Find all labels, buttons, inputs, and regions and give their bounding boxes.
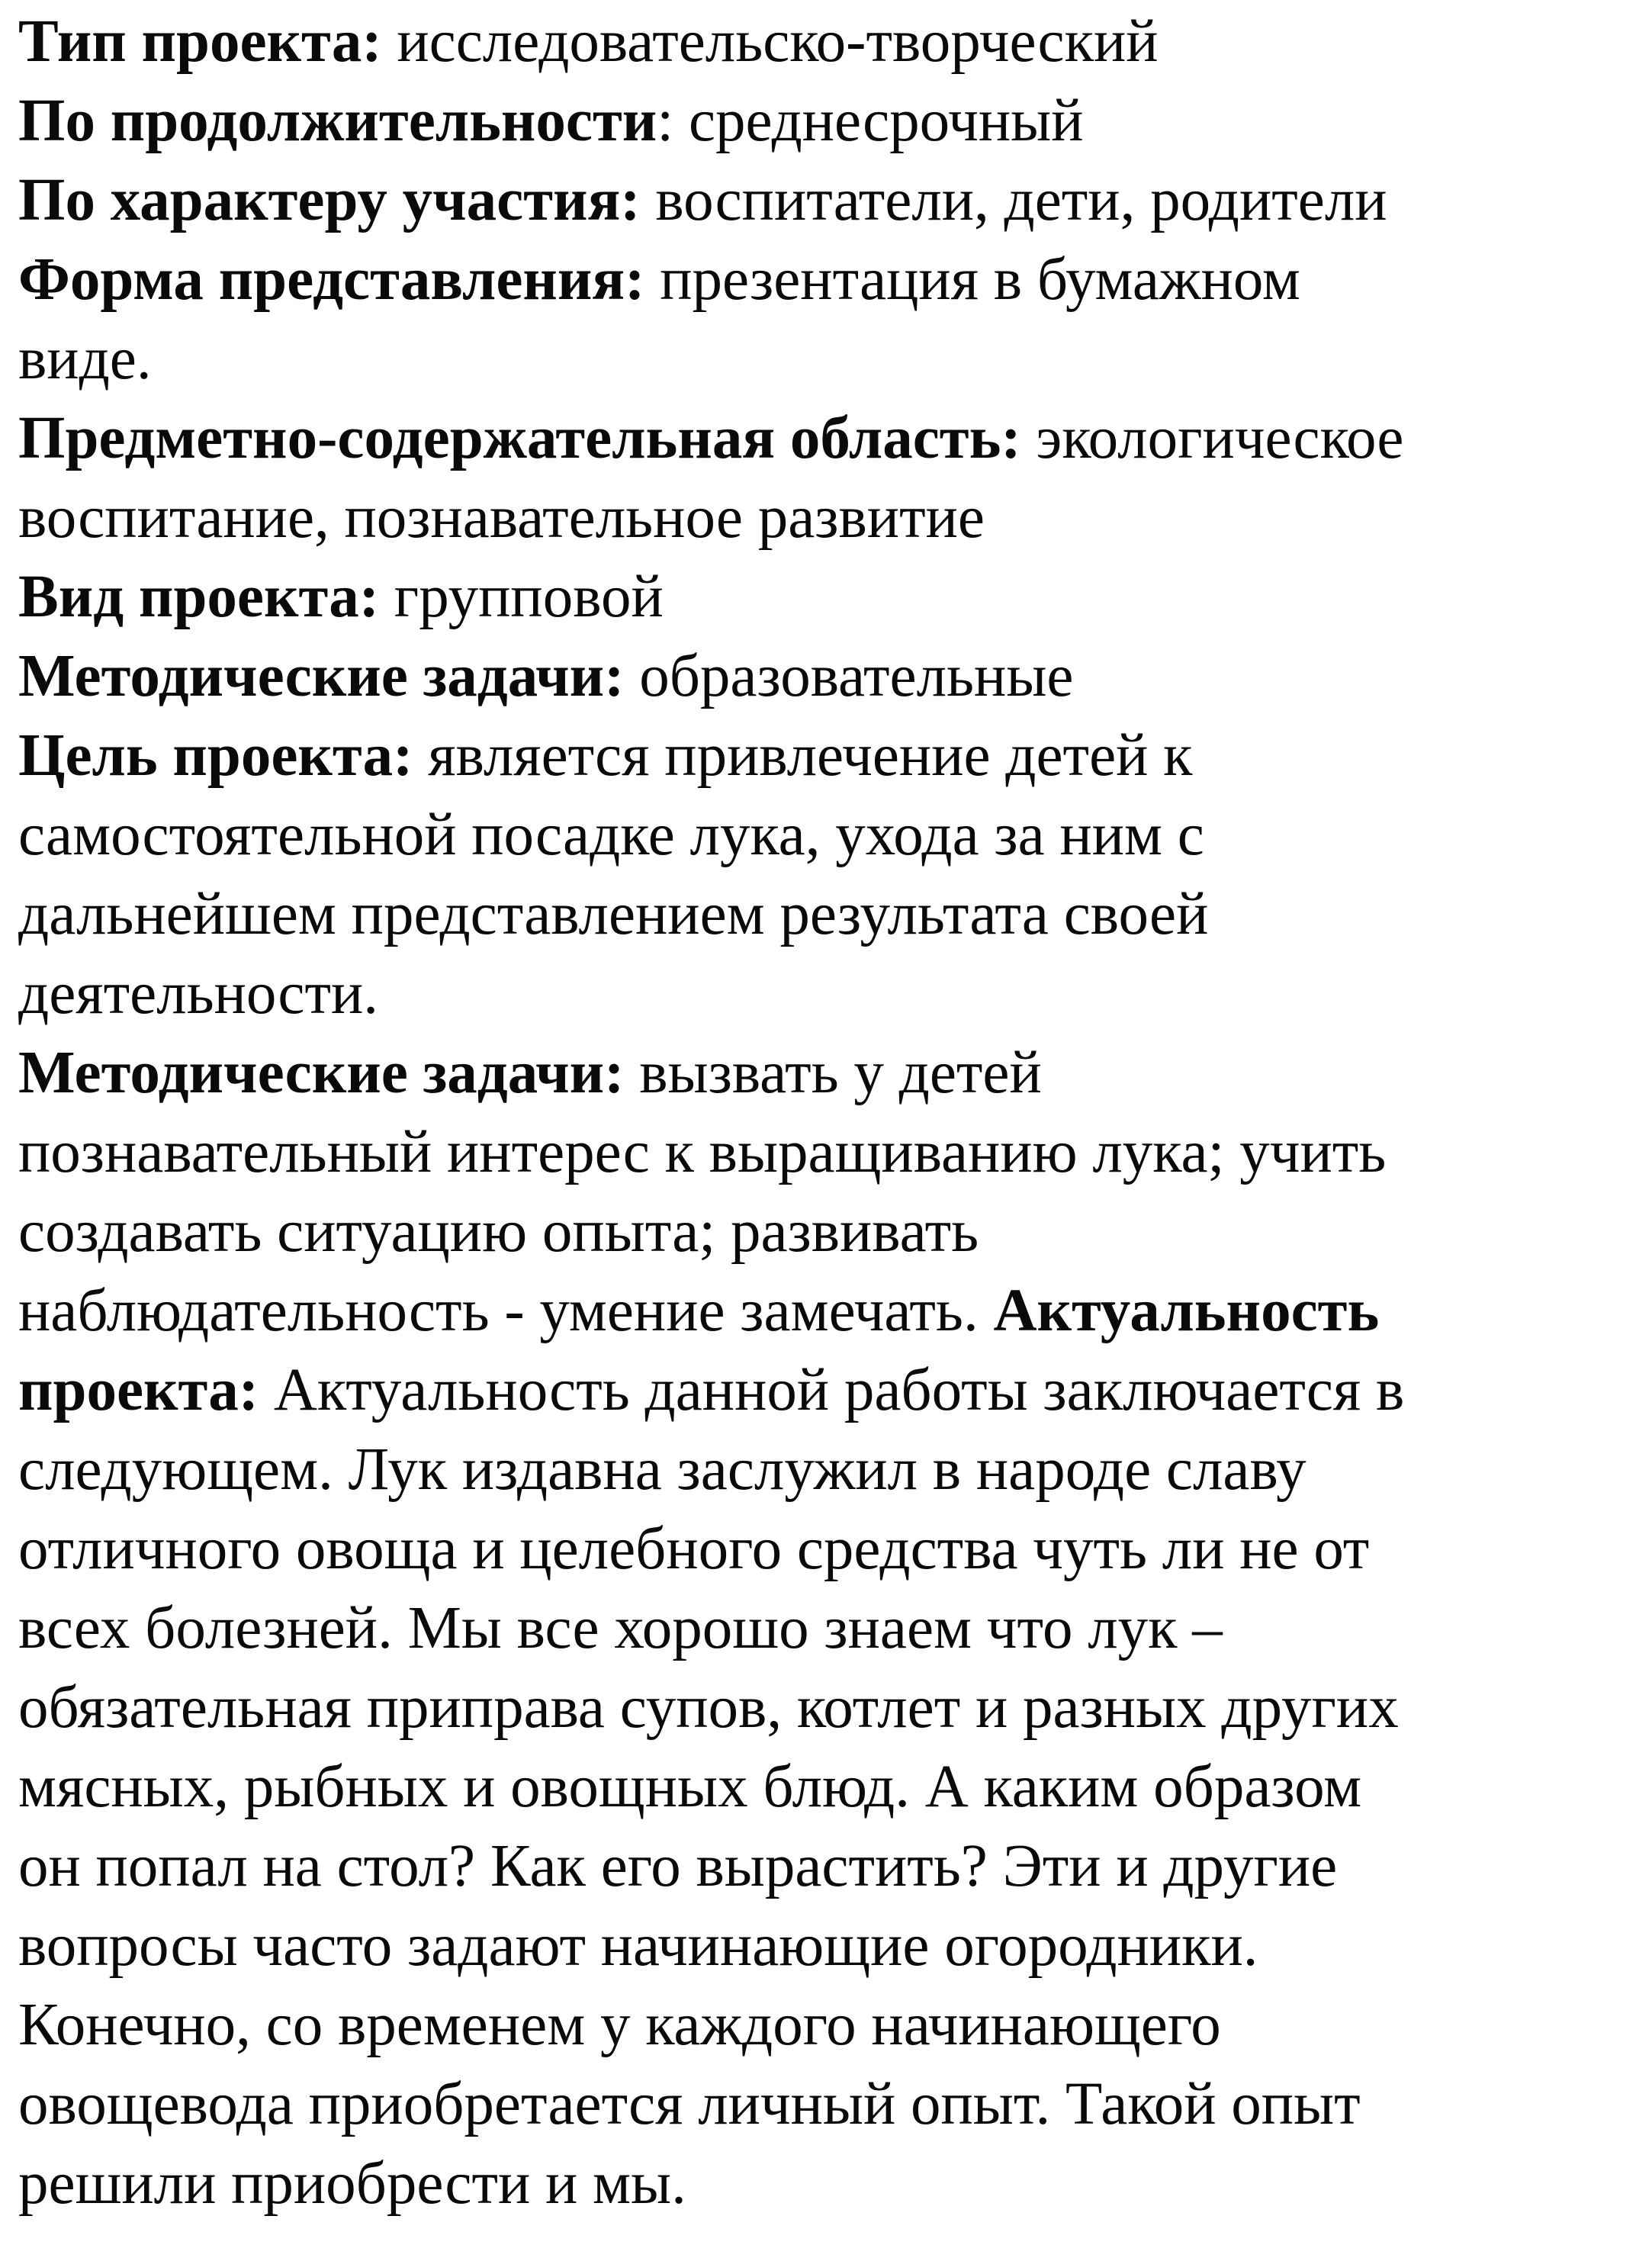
value-presentation-form: презентация в бумажном xyxy=(644,246,1300,313)
line-participation xyxy=(18,162,1387,240)
line-relevance-cont-2 xyxy=(18,1510,1369,1588)
text-line: отличного овоща и целебного средства чуть ли не от xyxy=(18,1516,1370,1582)
text-line: он попал на стол? Как его вырастить? Эти и другие xyxy=(18,1833,1338,1899)
text-line: мясных, рыбных и овощных блюд. А каким образом xyxy=(18,1754,1362,1820)
line-relevance-cont-9 xyxy=(18,2066,1361,2144)
text-line: решили приобрести и мы. xyxy=(18,2150,686,2217)
line-project-goal-cont-1 xyxy=(18,796,1204,874)
text-line: наблюдательность - умение замечать. xyxy=(18,1278,994,1344)
value-subject-area: экологическое xyxy=(1020,405,1404,471)
line-subject-area xyxy=(18,400,1403,478)
line-project-type xyxy=(18,3,1159,81)
label-project-goal: Цель проекта: xyxy=(18,722,413,789)
value-relevance: Актуальность данной работы заключается в xyxy=(259,1357,1405,1423)
line-relevance-cont-5 xyxy=(18,1748,1361,1826)
label-participation: По характеру участия: xyxy=(18,167,641,233)
line-method-tasks-1 xyxy=(18,638,1073,716)
line-method-tasks-2-cont-3 xyxy=(18,1272,1379,1350)
label-relevance-start: Актуальность xyxy=(993,1278,1380,1344)
text-line: овощевода приобретается личный опыт. Такой опыт xyxy=(18,2071,1361,2137)
label-project-type: Тип проекта: xyxy=(18,8,382,75)
value-project-kind: групповой xyxy=(379,564,664,630)
value-duration: : среднесрочный xyxy=(657,88,1084,154)
value-project-goal: является привлечение детей к xyxy=(413,722,1193,789)
line-project-goal-cont-2 xyxy=(18,876,1208,954)
line-relevance-cont-1 xyxy=(18,1431,1306,1509)
value-method-tasks-1: образовательные xyxy=(624,643,1074,709)
label-method-tasks-2: Методические задачи: xyxy=(18,1040,625,1106)
text-line: всех болезней. Мы все хорошо знаем что лук – xyxy=(18,1595,1223,1661)
text-line: деятельности. xyxy=(18,960,378,1027)
line-relevance xyxy=(18,1352,1404,1430)
value-method-tasks-2: вызвать у детей xyxy=(624,1040,1042,1106)
line-relevance-cont-10 xyxy=(18,2145,686,2223)
label-duration: По продолжительности xyxy=(18,88,657,154)
line-method-tasks-2-cont-1 xyxy=(18,1114,1386,1192)
line-presentation-form-cont xyxy=(18,320,152,398)
line-method-tasks-2 xyxy=(18,1034,1042,1112)
label-project-kind: Вид проекта: xyxy=(18,564,380,630)
text-line: дальнейшем представлением результата своей xyxy=(18,881,1209,947)
line-project-goal-cont-3 xyxy=(18,955,378,1033)
text-line: воспитание, познавательное развитие xyxy=(18,484,985,551)
line-relevance-cont-8 xyxy=(18,1986,1221,2064)
text-line: вопросы часто задают начинающие огородники. xyxy=(18,1912,1258,1979)
line-method-tasks-2-cont-2 xyxy=(18,1193,979,1271)
text-line: создавать ситуацию опыта; развивать xyxy=(18,1198,979,1265)
text-line: следующем. Лук издавна заслужил в народе славу xyxy=(18,1436,1306,1503)
label-subject-area: Предметно-содержательная область: xyxy=(18,405,1021,471)
label-relevance-end: проекта: xyxy=(18,1357,259,1423)
value-project-type: исследовательско-творческий xyxy=(381,8,1159,75)
line-relevance-cont-6 xyxy=(18,1828,1337,1906)
value-participation: воспитатели, дети, родители xyxy=(640,167,1387,233)
text-line: Конечно, со временем у каждого начинающего xyxy=(18,1992,1221,2058)
text-line: познавательный интерес к выращиванию лука; учить xyxy=(18,1119,1387,1185)
text-line: самостоятельной посадке лука, ухода за ним с xyxy=(18,802,1204,868)
text-line: виде. xyxy=(18,326,152,392)
line-subject-area-cont xyxy=(18,479,985,557)
text-line: обязательная приправа супов, котлет и разных других xyxy=(18,1674,1399,1741)
line-relevance-cont-7 xyxy=(18,1907,1258,1985)
line-relevance-cont-4 xyxy=(18,1669,1399,1747)
line-presentation-form xyxy=(18,241,1300,319)
label-method-tasks-1: Методические задачи: xyxy=(18,643,625,709)
line-project-goal xyxy=(18,717,1193,795)
label-presentation-form: Форма представления: xyxy=(18,246,645,313)
line-duration xyxy=(18,82,1083,160)
line-project-kind xyxy=(18,558,664,636)
line-relevance-cont-3 xyxy=(18,1590,1223,1668)
